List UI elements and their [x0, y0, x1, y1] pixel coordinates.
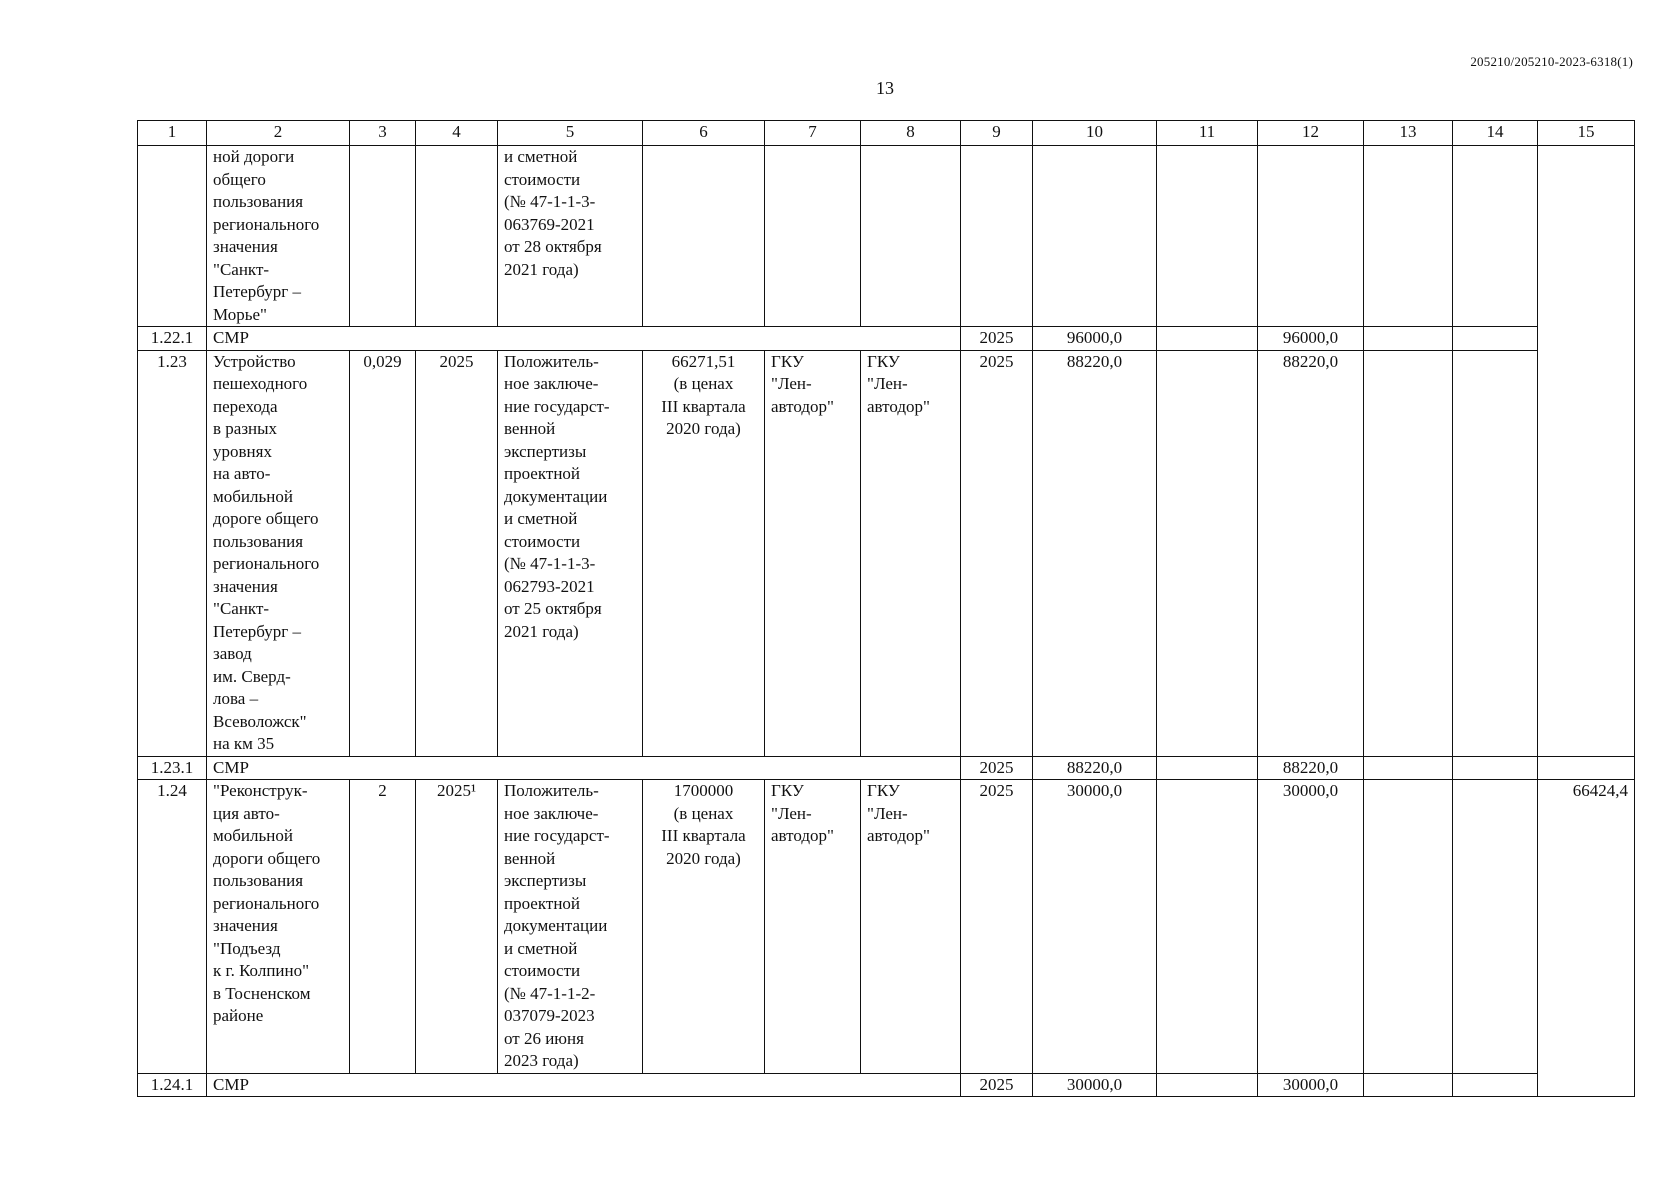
- row-number: 1.24: [138, 780, 207, 1074]
- customer-cell: ГКУ "Лен- автодор": [765, 350, 861, 756]
- amount-cell: 88220,0: [1258, 756, 1364, 780]
- col-header: 4: [416, 121, 498, 146]
- table-row: [138, 146, 1635, 327]
- capacity-cell: 0,029: [350, 350, 416, 756]
- expertise-cell: Положитель- ное заключе- ние государст- венной экспертизы проектной документации и сметной стоимости (№ 47-1-1-3- 062793-2021 от 25 октября 2021 года): [498, 350, 643, 756]
- object-name-cell: ной дороги общего пользования регионального значения "Санкт- Петербург – Морье": [207, 146, 350, 327]
- year-cell: 2025: [961, 327, 1033, 351]
- col-header: 13: [1364, 121, 1453, 146]
- year-cell: 2025¹: [416, 780, 498, 1074]
- col-header: 5: [498, 121, 643, 146]
- amount-cell: 30000,0: [1258, 1073, 1364, 1097]
- row-number: 1.23: [138, 350, 207, 756]
- row-number: 1.24.1: [138, 1073, 207, 1097]
- col-header: 9: [961, 121, 1033, 146]
- year-cell: 2025: [961, 350, 1033, 756]
- table-row: [138, 1073, 1635, 1097]
- developer-cell: ГКУ "Лен- автодор": [861, 780, 961, 1074]
- col-header: 2: [207, 121, 350, 146]
- investment-table: [137, 120, 1635, 1097]
- col-header: 12: [1258, 121, 1364, 146]
- col-header: 7: [765, 121, 861, 146]
- row-number: 1.22.1: [138, 327, 207, 351]
- col-header: 15: [1538, 121, 1635, 146]
- col-header: 6: [643, 121, 765, 146]
- customer-cell: ГКУ "Лен- автодор": [765, 780, 861, 1074]
- col-header: 10: [1033, 121, 1157, 146]
- year-cell: 2025: [961, 1073, 1033, 1097]
- year-cell: 2025: [961, 756, 1033, 780]
- table-row: [138, 350, 1635, 756]
- table-row: [138, 780, 1635, 1074]
- year-cell: 2025: [961, 780, 1033, 1074]
- amount-cell: 30000,0: [1033, 780, 1157, 1074]
- expertise-cell: Положитель- ное заключе- ние государст- венной экспертизы проектной документации и сметной стоимости (№ 47-1-1-2- 037079-2023 от 26 июня 2023 года): [498, 780, 643, 1074]
- column-header-row: [138, 121, 1635, 146]
- table-row: [138, 756, 1635, 780]
- col-header: 3: [350, 121, 416, 146]
- object-name-cell: "Реконструк- ция авто- мобильной дороги общего пользования регионального значения "Подъезд к г. Колпино" в Тосненском районе: [207, 780, 350, 1074]
- amount-cell: 30000,0: [1258, 780, 1364, 1074]
- balance-cell: 66424,4: [1538, 780, 1635, 1097]
- document-id: 205210/205210-2023-6318(1): [1470, 54, 1633, 69]
- amount-cell: 96000,0: [1033, 327, 1157, 351]
- col-header: 8: [861, 121, 961, 146]
- capacity-cell: 2: [350, 780, 416, 1074]
- col-header: 11: [1157, 121, 1258, 146]
- expertise-cell: и сметной стоимости (№ 47-1-1-3- 063769-2021 от 28 октября 2021 года): [498, 146, 643, 327]
- row-label: СМР: [207, 327, 961, 351]
- page-number: 13: [876, 78, 894, 98]
- row-label: СМР: [207, 1073, 961, 1097]
- developer-cell: ГКУ "Лен- автодор": [861, 350, 961, 756]
- amount-cell: 30000,0: [1033, 1073, 1157, 1097]
- cost-cell: 66271,51 (в ценах III квартала 2020 года): [643, 350, 765, 756]
- amount-cell: 96000,0: [1258, 327, 1364, 351]
- col-header: 1: [138, 121, 207, 146]
- row-number: 1.23.1: [138, 756, 207, 780]
- amount-cell: 88220,0: [1033, 350, 1157, 756]
- table-row: [138, 327, 1635, 351]
- amount-cell: 88220,0: [1033, 756, 1157, 780]
- year-cell: 2025: [416, 350, 498, 756]
- cost-cell: 1700000 (в ценах III квартала 2020 года): [643, 780, 765, 1074]
- col-header: 14: [1453, 121, 1538, 146]
- row-label: СМР: [207, 756, 961, 780]
- object-name-cell: Устройство пешеходного перехода в разных уровнях на авто- мобильной дороге общего пользования регионального значения "Санкт- Петербург – завод им. Сверд- лова – Всеволожск" на км 35: [207, 350, 350, 756]
- amount-cell: 88220,0: [1258, 350, 1364, 756]
